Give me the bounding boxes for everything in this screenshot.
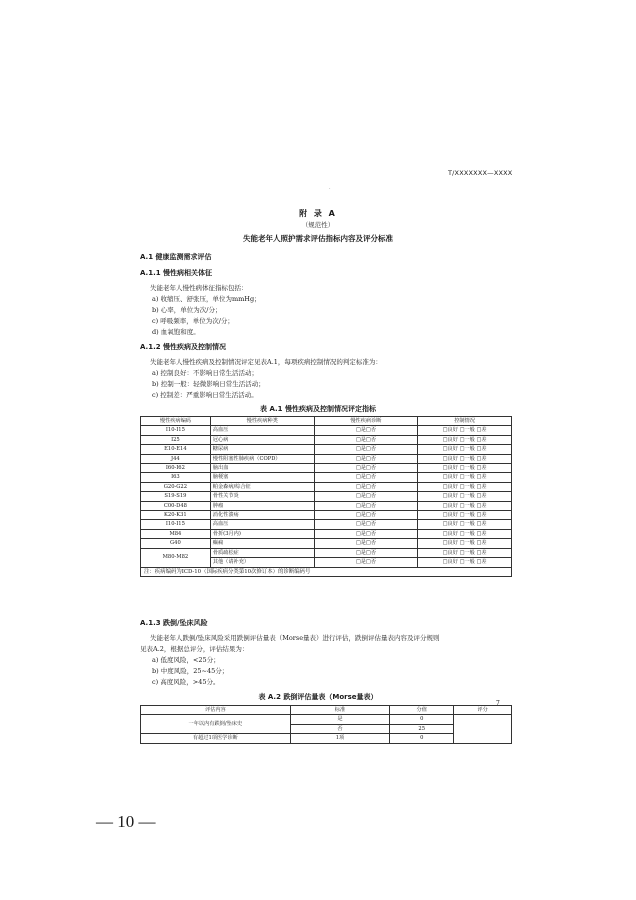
disease-name: 帕金森病/综合征 (210, 482, 314, 491)
criterion: 1项 (290, 734, 390, 743)
control-checkbox[interactable]: □良好 □一般 □差 (418, 529, 512, 538)
table-header: 评估内容 (141, 706, 291, 715)
table-header: 控制情况 (418, 417, 512, 426)
document-number: T/XXXXXXX—XXXX (448, 169, 513, 177)
disease-code: I60-I62 (141, 464, 211, 473)
control-checkbox[interactable]: □良好 □一般 □差 (418, 473, 512, 482)
diagnosis-checkbox[interactable]: □是□否 (314, 445, 418, 454)
assessment-content: 一年以内有跌倒/坠床史 (141, 715, 291, 734)
disease-name: 骨折(3月内) (210, 529, 314, 538)
table-header: 标准 (290, 706, 390, 715)
section-a13-intro: 失能老年人跌倒/坠床风险采用跌倒评估量表（Morse量表）进行评估，跌倒评估量表内容及评分规则 (150, 634, 440, 642)
disease-name: 骨质疏松症 (210, 548, 314, 557)
table-note-row (141, 567, 512, 576)
disease-name: 肿瘤 (210, 501, 314, 510)
appendix-title: 附 录 A (299, 209, 337, 218)
control-checkbox[interactable]: □良好 □一般 □差 (418, 501, 512, 510)
section-a1-heading: A.1 健康监测需求评估 (140, 253, 212, 261)
appendix-subtitle: （规范性） (301, 221, 335, 229)
table-row (141, 548, 512, 557)
list-item: c) 高度风险，>45分。 (152, 678, 220, 686)
table-row (141, 445, 512, 454)
disease-code: K20-K31 (141, 511, 211, 520)
assessment-content: 有超过1项医学诊断 (141, 734, 291, 743)
disease-name: 脑出血 (210, 464, 314, 473)
table-a2 (140, 705, 512, 744)
table-a2-caption: 表 A.2 跌倒评估量表（Morse量表） (258, 693, 378, 701)
table-header: 分值 (390, 706, 454, 715)
list-item: b) 心率，单位为次/分； (152, 306, 222, 314)
diagnosis-checkbox[interactable]: □是□否 (314, 464, 418, 473)
table-row (141, 520, 512, 529)
control-checkbox[interactable]: □良好 □一般 □差 (418, 558, 512, 567)
disease-name: 高血压 (210, 426, 314, 435)
disease-name: 糖尿病 (210, 445, 314, 454)
disease-name: 其他（请补充） (210, 558, 314, 567)
disease-code: G40 (141, 539, 211, 548)
score-value: 0 (390, 734, 454, 743)
section-a12-heading: A.1.2 慢性疾病及控制情况 (140, 343, 227, 351)
diagnosis-checkbox[interactable]: □是□否 (314, 529, 418, 538)
list-item: a) 控制良好：不影响日常生活活动； (152, 369, 258, 377)
table-row (141, 454, 512, 463)
list-item: a) 收缩压、舒张压，单位为mmHg； (152, 295, 261, 303)
dot-mark: · (329, 186, 331, 192)
table-a1 (140, 416, 512, 577)
section-a11-heading: A.1.1 慢性病相关体征 (140, 269, 213, 277)
table-row (141, 482, 512, 491)
disease-name: 高血压 (210, 520, 314, 529)
disease-name: 冠心病 (210, 435, 314, 444)
table-row (141, 464, 512, 473)
table-row (141, 529, 512, 538)
table-header: 评分 (454, 706, 512, 715)
table-note: 注：疾病编码为ICD-10（国际疾病分类第10次修订本）的诊断编码号 (141, 567, 512, 576)
appendix-heading: 失能老年人照护需求评估指标内容及评分标准 (243, 234, 393, 243)
table-row (141, 539, 512, 548)
diagnosis-checkbox[interactable]: □是□否 (314, 511, 418, 520)
page-number: 7 (496, 700, 500, 707)
disease-code: I63 (141, 473, 211, 482)
table-row (141, 435, 512, 444)
control-checkbox[interactable]: □良好 □一般 □差 (418, 426, 512, 435)
diagnosis-checkbox[interactable]: □是□否 (314, 558, 418, 567)
control-checkbox[interactable]: □良好 □一般 □差 (418, 445, 512, 454)
disease-code: M84 (141, 529, 211, 538)
list-item: b) 控制一般：轻微影响日常生活活动； (152, 380, 265, 388)
disease-code: I25 (141, 435, 211, 444)
list-item: c) 控制差：严重影响日常生活活动。 (152, 391, 258, 399)
disease-code: S19-S19 (141, 492, 211, 501)
control-checkbox[interactable]: □良好 □一般 □差 (418, 482, 512, 491)
section-a11-intro: 失能老年人慢性病体征指标包括： (150, 284, 248, 292)
disease-code: G20-G22 (141, 482, 211, 491)
control-checkbox[interactable]: □良好 □一般 □差 (418, 539, 512, 548)
diagnosis-checkbox[interactable]: □是□否 (314, 501, 418, 510)
diagnosis-checkbox[interactable]: □是□否 (314, 454, 418, 463)
table-header: 慢性疾病种类 (210, 417, 314, 426)
score-value: 25 (390, 724, 454, 733)
diagnosis-checkbox[interactable]: □是□否 (314, 539, 418, 548)
disease-name: 慢性阻塞性肺疾病（COPD） (210, 454, 314, 463)
section-a13-intro-cont: 见表A.2，根据总评分，评估结果为： (140, 645, 249, 653)
control-checkbox[interactable]: □良好 □一般 □差 (418, 464, 512, 473)
control-checkbox[interactable]: □良好 □一般 □差 (418, 454, 512, 463)
table-row (141, 501, 512, 510)
disease-code: C00-D48 (141, 501, 211, 510)
section-a12-intro: 失能老年人慢性疾病及控制情况评定见表A.1，每项疾病控制情况的判定标准为： (150, 358, 382, 366)
disease-name: 消化性溃疡 (210, 511, 314, 520)
table-header: 慢性疾病编码 (141, 417, 211, 426)
diagnosis-checkbox[interactable]: □是□否 (314, 520, 418, 529)
outer-page-number: — 10 — (96, 812, 156, 831)
control-checkbox[interactable]: □良好 □一般 □差 (418, 548, 512, 557)
diagnosis-checkbox[interactable]: □是□否 (314, 492, 418, 501)
diagnosis-checkbox[interactable]: □是□否 (314, 473, 418, 482)
control-checkbox[interactable]: □良好 □一般 □差 (418, 511, 512, 520)
section-a13-heading: A.1.3 跌倒/坠床风险 (140, 619, 208, 627)
disease-code: E10-E14 (141, 445, 211, 454)
table-header: 慢性疾病诊断 (314, 417, 418, 426)
table-row (141, 715, 512, 724)
list-item: a) 低度风险，<25分； (152, 656, 220, 664)
disease-code: M80-M82 (141, 548, 211, 567)
disease-name: 脑梗塞 (210, 473, 314, 482)
disease-code: J44 (141, 454, 211, 463)
control-checkbox[interactable]: □良好 □一般 □差 (418, 435, 512, 444)
list-item: c) 呼吸频率，单位为次/分； (152, 317, 234, 325)
score-input[interactable] (454, 715, 512, 743)
table-row (141, 426, 512, 435)
control-checkbox[interactable]: □良好 □一般 □差 (418, 520, 512, 529)
score-value: 0 (390, 715, 454, 724)
criterion: 否 (290, 724, 390, 733)
table-a1-caption: 表 A.1 慢性疾病及控制情况评定指标 (260, 405, 376, 413)
table-row (141, 511, 512, 520)
table-row (141, 473, 512, 482)
diagnosis-checkbox[interactable]: □是□否 (314, 548, 418, 557)
list-item: d) 血氧饱和度。 (152, 328, 200, 336)
criterion: 是 (290, 715, 390, 724)
disease-name: 骨性关节炎 (210, 492, 314, 501)
diagnosis-checkbox[interactable]: □是□否 (314, 482, 418, 491)
disease-code: I10-I15 (141, 520, 211, 529)
diagnosis-checkbox[interactable]: □是□否 (314, 426, 418, 435)
table-row (141, 492, 512, 501)
diagnosis-checkbox[interactable]: □是□否 (314, 435, 418, 444)
disease-code: I10-I15 (141, 426, 211, 435)
disease-name: 癫痫 (210, 539, 314, 548)
control-checkbox[interactable]: □良好 □一般 □差 (418, 492, 512, 501)
list-item: b) 中度风险，25~45分； (152, 667, 229, 675)
